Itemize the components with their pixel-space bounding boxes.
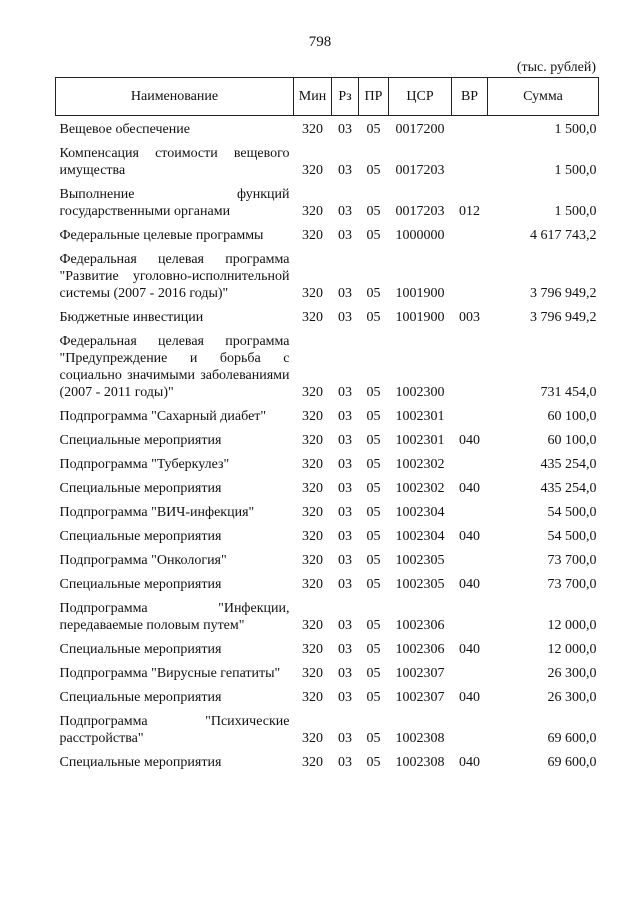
cell-min: 320 xyxy=(302,505,323,520)
cell-min: 320 xyxy=(302,228,323,243)
cell-sum: 60 100,0 xyxy=(547,409,597,424)
cell-vr xyxy=(452,595,488,636)
cell-vr xyxy=(452,451,488,475)
table-row xyxy=(56,328,599,403)
table-row xyxy=(56,304,599,328)
cell-min: 320 xyxy=(302,163,323,178)
cell-rz: 03 xyxy=(338,505,352,520)
cell-name: Специальные мероприятия xyxy=(59,690,222,705)
table-row xyxy=(56,222,599,246)
cell-vr: 040 xyxy=(459,433,480,448)
cell-rz: 03 xyxy=(338,666,352,681)
cell-min: 320 xyxy=(302,690,323,705)
cell-csr: 0017203 xyxy=(395,163,445,178)
cell-min: 320 xyxy=(302,529,323,544)
cell-min: 320 xyxy=(302,122,323,137)
cell-pr: 05 xyxy=(366,505,381,520)
cell-name: Подпрограмма "Онкология" xyxy=(59,553,227,568)
table-row xyxy=(56,595,599,636)
cell-vr: 012 xyxy=(459,204,480,219)
cell-sum: 26 300,0 xyxy=(547,690,597,705)
cell-rz: 03 xyxy=(338,286,352,301)
cell-vr xyxy=(452,328,488,403)
cell-csr: 1001900 xyxy=(395,286,445,301)
cell-min: 320 xyxy=(302,409,323,424)
header-vr: ВР xyxy=(452,78,488,116)
cell-name: Федеральная целевая программа "Предупреждение и борьба с социально значимыми заболеваниями (2007 - 2011 годы)" xyxy=(59,334,290,400)
cell-min: 320 xyxy=(302,433,323,448)
cell-min: 320 xyxy=(302,457,323,472)
cell-min: 320 xyxy=(302,310,323,325)
cell-pr: 05 xyxy=(366,553,381,568)
header-pr: ПР xyxy=(359,78,389,116)
cell-vr xyxy=(452,140,488,181)
cell-sum: 3 796 949,2 xyxy=(530,286,597,301)
cell-rz: 03 xyxy=(338,433,352,448)
cell-sum: 3 796 949,2 xyxy=(530,310,597,325)
cell-csr: 1002308 xyxy=(395,755,445,770)
cell-min: 320 xyxy=(302,755,323,770)
cell-sum: 435 254,0 xyxy=(540,457,597,472)
cell-pr: 05 xyxy=(366,690,381,705)
page-number: 798 xyxy=(308,34,332,50)
cell-csr: 1002302 xyxy=(395,481,445,496)
table-row xyxy=(56,140,599,181)
table-row xyxy=(56,547,599,571)
cell-pr: 05 xyxy=(366,731,381,746)
cell-name: Специальные мероприятия xyxy=(59,755,222,770)
header-min: Мин xyxy=(294,78,332,116)
table-header-row xyxy=(56,78,599,116)
cell-sum: 731 454,0 xyxy=(540,385,597,400)
cell-name: Специальные мероприятия xyxy=(59,577,222,592)
cell-name: Бюджетные инвестиции xyxy=(59,310,204,325)
cell-name: Компенсация стоимости вещевого имущества xyxy=(59,146,290,178)
table-row xyxy=(56,246,599,304)
header-sum: Сумма xyxy=(488,78,599,116)
cell-pr: 05 xyxy=(366,433,381,448)
table-row xyxy=(56,636,599,660)
cell-vr: 003 xyxy=(459,310,480,325)
cell-min: 320 xyxy=(302,204,323,219)
table-row xyxy=(56,116,599,141)
table-row xyxy=(56,451,599,475)
cell-pr: 05 xyxy=(366,529,381,544)
cell-pr: 05 xyxy=(366,457,381,472)
cell-pr: 05 xyxy=(366,310,381,325)
cell-vr: 040 xyxy=(459,529,480,544)
cell-vr xyxy=(452,499,488,523)
cell-name: Специальные мероприятия xyxy=(59,481,222,496)
cell-pr: 05 xyxy=(366,286,381,301)
cell-min: 320 xyxy=(302,666,323,681)
cell-pr: 05 xyxy=(366,577,381,592)
cell-sum: 69 600,0 xyxy=(547,755,597,770)
cell-pr: 05 xyxy=(366,755,381,770)
cell-min: 320 xyxy=(302,286,323,301)
cell-min: 320 xyxy=(302,642,323,657)
cell-name: Подпрограмма "Инфекции, передаваемые половым путем" xyxy=(59,601,290,633)
cell-min: 320 xyxy=(302,731,323,746)
cell-vr xyxy=(452,547,488,571)
cell-pr: 05 xyxy=(366,618,381,633)
cell-csr: 0017203 xyxy=(395,204,445,219)
cell-sum: 69 600,0 xyxy=(547,731,597,746)
cell-rz: 03 xyxy=(338,385,352,400)
cell-csr: 1002301 xyxy=(395,409,445,424)
cell-csr: 1002306 xyxy=(395,642,445,657)
cell-pr: 05 xyxy=(366,666,381,681)
cell-rz: 03 xyxy=(338,577,352,592)
cell-sum: 73 700,0 xyxy=(547,553,597,568)
cell-rz: 03 xyxy=(338,481,352,496)
table-row xyxy=(56,181,599,222)
cell-min: 320 xyxy=(302,553,323,568)
cell-sum: 60 100,0 xyxy=(547,433,597,448)
budget-table xyxy=(55,77,599,773)
cell-vr xyxy=(452,222,488,246)
table-row xyxy=(56,427,599,451)
table-body xyxy=(56,116,599,774)
cell-vr xyxy=(452,116,488,141)
table-row xyxy=(56,523,599,547)
cell-rz: 03 xyxy=(338,204,352,219)
table-row xyxy=(56,403,599,427)
cell-rz: 03 xyxy=(338,755,352,770)
cell-name: Федеральные целевые программы xyxy=(59,228,264,243)
cell-name: Специальные мероприятия xyxy=(59,529,222,544)
units-label: (тыс. рублей) xyxy=(516,60,596,75)
cell-sum: 54 500,0 xyxy=(547,505,597,520)
cell-csr: 1002300 xyxy=(395,385,445,400)
cell-rz: 03 xyxy=(338,642,352,657)
cell-pr: 05 xyxy=(366,642,381,657)
table-row xyxy=(56,684,599,708)
cell-csr: 1001900 xyxy=(395,310,445,325)
cell-pr: 05 xyxy=(366,122,381,137)
cell-pr: 05 xyxy=(366,385,381,400)
cell-vr xyxy=(452,708,488,749)
cell-name: Подпрограмма "Вирусные гепатиты" xyxy=(59,666,281,681)
cell-pr: 05 xyxy=(366,481,381,496)
cell-rz: 03 xyxy=(338,731,352,746)
cell-sum: 1 500,0 xyxy=(554,163,597,178)
cell-rz: 03 xyxy=(338,310,352,325)
cell-name: Специальные мероприятия xyxy=(59,433,222,448)
cell-csr: 0017200 xyxy=(395,122,445,137)
cell-vr: 040 xyxy=(459,642,480,657)
cell-pr: 05 xyxy=(366,163,381,178)
header-rz: Рз xyxy=(332,78,359,116)
cell-csr: 1002304 xyxy=(395,505,445,520)
table-row xyxy=(56,708,599,749)
cell-csr: 1002306 xyxy=(395,618,445,633)
cell-name: Подпрограмма "Сахарный диабет" xyxy=(59,409,267,424)
cell-rz: 03 xyxy=(338,409,352,424)
cell-vr: 040 xyxy=(459,481,480,496)
cell-csr: 1002304 xyxy=(395,529,445,544)
cell-name: Выполнение функций государственными органами xyxy=(59,187,290,219)
cell-sum: 1 500,0 xyxy=(554,204,597,219)
cell-sum: 4 617 743,2 xyxy=(530,228,597,243)
cell-csr: 1002302 xyxy=(395,457,445,472)
cell-name: Подпрограмма "Психические расстройства" xyxy=(59,714,290,746)
cell-rz: 03 xyxy=(338,228,352,243)
cell-rz: 03 xyxy=(338,618,352,633)
cell-pr: 05 xyxy=(366,409,381,424)
cell-vr xyxy=(452,403,488,427)
cell-name: Подпрограмма "ВИЧ-инфекция" xyxy=(59,505,255,520)
cell-csr: 1002305 xyxy=(395,553,445,568)
cell-rz: 03 xyxy=(338,553,352,568)
table-row xyxy=(56,475,599,499)
cell-csr: 1002307 xyxy=(395,690,445,705)
cell-rz: 03 xyxy=(338,457,352,472)
cell-rz: 03 xyxy=(338,690,352,705)
cell-sum: 435 254,0 xyxy=(540,481,597,496)
cell-min: 320 xyxy=(302,618,323,633)
table-row xyxy=(56,749,599,773)
cell-csr: 1000000 xyxy=(395,228,445,243)
cell-min: 320 xyxy=(302,577,323,592)
cell-name: Вещевое обеспечение xyxy=(59,122,190,137)
cell-sum: 1 500,0 xyxy=(554,122,597,137)
cell-csr: 1002305 xyxy=(395,577,445,592)
table-row xyxy=(56,571,599,595)
cell-rz: 03 xyxy=(338,529,352,544)
header-name: Наименование xyxy=(56,78,294,116)
cell-name: Федеральная целевая программа "Развитие уголовно-исполнительной системы (2007 - 2016 годы)" xyxy=(59,252,290,301)
cell-sum: 73 700,0 xyxy=(547,577,597,592)
cell-name: Подпрограмма "Туберкулез" xyxy=(59,457,230,472)
cell-rz: 03 xyxy=(338,122,352,137)
cell-rz: 03 xyxy=(338,163,352,178)
cell-csr: 1002308 xyxy=(395,731,445,746)
cell-vr: 040 xyxy=(459,690,480,705)
cell-vr xyxy=(452,246,488,304)
cell-sum: 54 500,0 xyxy=(547,529,597,544)
cell-csr: 1002301 xyxy=(395,433,445,448)
cell-min: 320 xyxy=(302,481,323,496)
header-csr: ЦСР xyxy=(389,78,452,116)
cell-csr: 1002307 xyxy=(395,666,445,681)
cell-pr: 05 xyxy=(366,228,381,243)
cell-vr: 040 xyxy=(459,755,480,770)
cell-min: 320 xyxy=(302,385,323,400)
cell-sum: 26 300,0 xyxy=(547,666,597,681)
cell-vr xyxy=(452,660,488,684)
cell-sum: 12 000,0 xyxy=(547,618,597,633)
table-row xyxy=(56,660,599,684)
cell-sum: 12 000,0 xyxy=(547,642,597,657)
cell-pr: 05 xyxy=(366,204,381,219)
table-row xyxy=(56,499,599,523)
cell-vr: 040 xyxy=(459,577,480,592)
cell-name: Специальные мероприятия xyxy=(59,642,222,657)
